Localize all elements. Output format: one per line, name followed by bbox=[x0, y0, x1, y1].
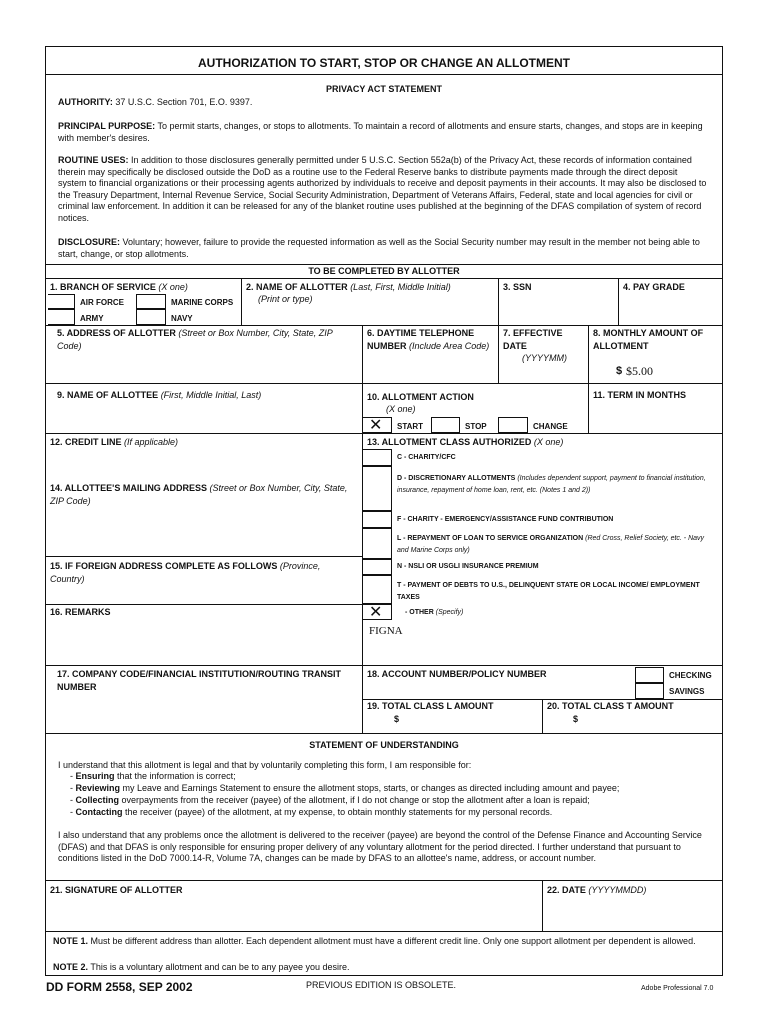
navy-checkbox[interactable] bbox=[136, 309, 166, 325]
class-t-label: T - PAYMENT OF DEBTS TO U.S., DELINQUENT STATE OR LOCAL INCOME/ EMPLOYMENT TAXES bbox=[397, 582, 700, 601]
divider bbox=[45, 733, 723, 734]
understanding-bullet: - Reviewing my Leave and Earnings Statement to ensure the allotment stops, starts, or changes as directed including amount and payee; bbox=[70, 783, 620, 793]
field-19-label: 19. TOTAL CLASS L AMOUNT bbox=[367, 701, 494, 711]
start-label: START bbox=[397, 422, 424, 431]
class-l-note: (Red Cross, Relief Society, etc. - Navy and Marine Corps only) bbox=[397, 535, 705, 554]
understanding-paragraph: I also understand that any problems once the allotment is delivered to the receiver (payee) are beyond the control of the Defense Finance and Accounting Service (DFAS) and that DFAS is only responsible for ensuring proper delivery of any voluntary allotment for the period directed. I further understand that pursuant to conditions listed in the DoD 7000.14-R, Volume 7A, changes can be made by DFAS to an allottee's name, address, or account number. bbox=[58, 830, 702, 864]
field-8-label: 8. MONTHLY AMOUNT OF ALLOTMENT bbox=[593, 328, 704, 351]
marine-corps-checkbox[interactable] bbox=[136, 294, 166, 309]
form-id: DD FORM 2558, SEP 2002 bbox=[46, 980, 193, 994]
field-12-title: 12. CREDIT LINE bbox=[50, 437, 122, 447]
class-n-checkbox[interactable] bbox=[362, 559, 392, 575]
understanding-bullet: - Contacting the receiver (payee) of the allotment, at my expense, to obtain monthly statements for my personal records. bbox=[70, 807, 553, 817]
divider bbox=[542, 699, 543, 733]
stop-label: STOP bbox=[465, 422, 487, 431]
field-5-title: 5. ADDRESS OF ALLOTTER bbox=[57, 328, 176, 338]
field-14-title: 14. ALLOTTEE'S MAILING ADDRESS bbox=[50, 483, 207, 493]
field-17-label: 17. COMPANY CODE/FINANCIAL INSTITUTION/ROUTING TRANSIT NUMBER bbox=[57, 669, 342, 692]
stop-checkbox[interactable] bbox=[431, 417, 460, 433]
routine-label: ROUTINE USES: bbox=[58, 155, 129, 165]
change-label: CHANGE bbox=[533, 422, 568, 431]
field-20-currency: $ bbox=[573, 714, 579, 724]
purpose-text: To permit starts, changes, or stops to allotments. To maintain a record of allotments and ensure starts, changes, and stops are in keeping with member's desires. bbox=[58, 121, 703, 143]
form-title: AUTHORIZATION TO START, STOP OR CHANGE AN ALLOTMENT bbox=[198, 56, 570, 70]
class-other-text bbox=[405, 609, 463, 616]
air-force-checkbox[interactable] bbox=[48, 294, 75, 309]
army-label: ARMY bbox=[80, 314, 104, 323]
disclosure-text: Voluntary; however, failure to provide the requested information as well as the Social Security number may result in the member not being able to start, change, or stop allotments. bbox=[58, 237, 700, 259]
field-8-currency: $ bbox=[616, 365, 623, 377]
note-1-text: Must be different address than allotter. Each dependent allotment must have a different credit line. Only one support allotment per dependent is allowed. bbox=[90, 936, 696, 946]
field-15-label bbox=[50, 560, 355, 586]
divider bbox=[45, 383, 723, 384]
remarks-value[interactable]: FIGNA bbox=[369, 625, 403, 637]
field-12-label bbox=[50, 436, 178, 449]
class-d-checkbox[interactable] bbox=[362, 466, 392, 511]
field-1-label bbox=[50, 281, 188, 294]
field-9-title: 9. NAME OF ALLOTTEE bbox=[57, 390, 159, 400]
field-9-label bbox=[57, 389, 357, 402]
note-2-text: This is a voluntary allotment and can be to any payee you desire. bbox=[90, 962, 350, 972]
routine-uses-statement bbox=[58, 155, 708, 225]
field-22-title: 22. DATE bbox=[547, 885, 586, 895]
field-21-label: 21. SIGNATURE OF ALLOTTER bbox=[50, 885, 183, 895]
divider bbox=[45, 931, 723, 932]
software-label: Adobe Professional 7.0 bbox=[641, 985, 714, 992]
field-5-note: (Street or Box Number, City, State, ZIP Code) bbox=[57, 328, 333, 351]
start-x-mark: ✕ bbox=[369, 415, 383, 434]
field-10-note: (X one) bbox=[386, 404, 416, 414]
divider bbox=[498, 325, 499, 383]
savings-label: SAVINGS bbox=[669, 687, 705, 696]
understanding-intro: I understand that this allotment is legal and that by voluntarily completing this form, I am responsible for: bbox=[58, 760, 472, 770]
field-22-label bbox=[547, 884, 646, 897]
privacy-heading: PRIVACY ACT STATEMENT bbox=[325, 84, 442, 94]
checking-label: CHECKING bbox=[669, 671, 712, 680]
field-1-note: (X one) bbox=[158, 282, 188, 292]
understanding-bullet: - Collecting overpayments from the receiver (payee) of the allotment, if I do not change or stop the allotment after a loan is repaid; bbox=[70, 795, 590, 805]
air-force-label: AIR FORCE bbox=[80, 298, 124, 307]
field-10-label: 10. ALLOTMENT ACTION bbox=[367, 392, 474, 402]
field-2-print-note: (Print or type) bbox=[258, 294, 313, 304]
field-11-label: 11. TERM IN MONTHS bbox=[593, 390, 687, 400]
class-n-label: N - NSLI OR USGLI INSURANCE PREMIUM bbox=[397, 563, 539, 570]
field-6-label bbox=[367, 327, 495, 353]
bullet-text: my Leave and Earnings Statement to ensure the allotment stops, starts, or changes as directed including amount and payee; bbox=[122, 783, 620, 793]
field-18-label: 18. ACCOUNT NUMBER/POLICY NUMBER bbox=[367, 669, 547, 679]
field-3-label: 3. SSN bbox=[503, 282, 532, 292]
class-other-note: (Specify) bbox=[435, 609, 464, 616]
class-c-checkbox[interactable] bbox=[362, 449, 392, 466]
class-l-checkbox[interactable] bbox=[362, 528, 392, 559]
class-other-label: - OTHER bbox=[405, 609, 434, 616]
field-6-title: 6. DAYTIME TELEPHONE NUMBER bbox=[367, 328, 475, 351]
bullet-key: Ensuring bbox=[75, 771, 115, 781]
field-5-label bbox=[57, 327, 357, 353]
authority-statement bbox=[58, 97, 708, 109]
class-d-text bbox=[397, 473, 717, 496]
purpose-statement bbox=[58, 121, 708, 144]
divider bbox=[542, 880, 543, 931]
divider bbox=[362, 325, 363, 383]
field-19-currency: $ bbox=[394, 714, 400, 724]
field-13-label bbox=[367, 436, 563, 449]
authority-text: 37 U.S.C. Section 701, E.O. 9397. bbox=[115, 97, 253, 107]
purpose-label: PRINCIPAL PURPOSE: bbox=[58, 121, 156, 131]
bullet-key: Contacting bbox=[75, 807, 123, 817]
monthly-amount-value[interactable]: $5.00 bbox=[626, 364, 653, 378]
field-2-title: 2. NAME OF ALLOTTER bbox=[246, 282, 348, 292]
navy-label: NAVY bbox=[171, 314, 193, 323]
class-c-label: C - CHARITY/CFC bbox=[397, 454, 456, 461]
change-checkbox[interactable] bbox=[498, 417, 528, 433]
divider bbox=[45, 556, 362, 557]
field-2-label bbox=[246, 281, 496, 294]
army-checkbox[interactable] bbox=[48, 309, 75, 325]
note-2-label: NOTE 2. bbox=[53, 962, 89, 972]
divider bbox=[45, 665, 723, 666]
bullet-text: the receiver (payee) of the allotment, at my expense, to obtain monthly statements for my personal records. bbox=[125, 807, 553, 817]
section-heading: TO BE COMPLETED BY ALLOTTER bbox=[308, 266, 460, 276]
divider bbox=[45, 880, 723, 881]
field-14-label bbox=[50, 482, 350, 508]
class-d-note: (Includes dependent support, payment to financial institution, insurance, repayment of home loan, rent, etc. (Notes 1 and 2)) bbox=[397, 475, 706, 494]
field-13-note: (X one) bbox=[533, 437, 564, 447]
note-2 bbox=[53, 962, 718, 974]
understanding-bullet: - Ensuring that the information is correct; bbox=[70, 771, 236, 781]
disclosure-label: DISCLOSURE: bbox=[58, 237, 121, 247]
marine-corps-label: MARINE CORPS bbox=[171, 298, 234, 307]
disclosure-statement bbox=[58, 237, 708, 260]
field-14-note: (Street or Box Number, City, State, ZIP Code) bbox=[50, 483, 348, 506]
previous-edition-note: PREVIOUS EDITION IS OBSOLETE. bbox=[306, 980, 457, 990]
field-6-note: (Include Area Code) bbox=[409, 341, 490, 351]
class-d-label: D - DISCRETIONARY ALLOTMENTS bbox=[397, 475, 516, 482]
field-1-title: 1. BRANCH OF SERVICE bbox=[50, 282, 156, 292]
field-7-note: (YYYYMM) bbox=[522, 353, 567, 363]
field-2-note: (Last, First, Middle Initial) bbox=[350, 282, 451, 292]
divider bbox=[45, 74, 723, 75]
field-12-note: (If applicable) bbox=[124, 437, 179, 447]
bullet-text: that the information is correct; bbox=[117, 771, 236, 781]
divider bbox=[588, 383, 589, 433]
bullet-text: overpayments from the receiver (payee) of the allotment, if I do not change or stop the allotment after a loan is repaid; bbox=[121, 795, 590, 805]
class-t-checkbox[interactable] bbox=[362, 575, 392, 604]
divider bbox=[45, 433, 723, 434]
divider bbox=[45, 325, 723, 326]
field-4-label: 4. PAY GRADE bbox=[623, 282, 685, 292]
authority-label: AUTHORITY: bbox=[58, 97, 113, 107]
field-7-label: 7. EFFECTIVE DATE bbox=[503, 328, 563, 351]
field-22-note: (YYYYMMDD) bbox=[588, 885, 647, 895]
class-f-checkbox[interactable] bbox=[362, 511, 392, 528]
other-x-mark: ✕ bbox=[369, 602, 383, 621]
divider bbox=[618, 278, 619, 325]
bullet-key: Collecting bbox=[75, 795, 120, 805]
checking-checkbox[interactable] bbox=[635, 667, 664, 683]
divider bbox=[45, 264, 723, 265]
divider bbox=[241, 278, 242, 325]
note-1-label: NOTE 1. bbox=[53, 936, 89, 946]
bullet-key: Reviewing bbox=[75, 783, 121, 793]
divider bbox=[45, 604, 362, 605]
class-l-label: L - REPAYMENT OF LOAN TO SERVICE ORGANIZATION bbox=[397, 535, 584, 542]
field-15-note: (Province, Country) bbox=[50, 561, 321, 584]
routine-text: In addition to those disclosures generally permitted under 5 U.S.C. Section 552a(b) of the Privacy Act, these records of information contained therein may specifically be disclosed outside the DoD as a routine use to the Federal Reserve banks to distribute payments made through the direct deposit system to financial organizations or their processing agents authorized by individuals to receive and deposit payments in their accounts. It may also be disclosed to the Treasury Department, Internal Revenue Service, Social Security Administration, Department of Veterans Affairs, Federal, state and local agencies for civil or criminal law enforcement. In addition it can be released for any of the blanket routine uses published at the beginning of the DFAS compilation of system of record notices. bbox=[58, 155, 707, 223]
field-13-title: 13. ALLOTMENT CLASS AUTHORIZED bbox=[367, 437, 532, 447]
understanding-heading: STATEMENT OF UNDERSTANDING bbox=[309, 740, 459, 750]
savings-checkbox[interactable] bbox=[635, 683, 664, 699]
divider bbox=[45, 278, 723, 279]
divider bbox=[588, 325, 589, 383]
field-20-label: 20. TOTAL CLASS T AMOUNT bbox=[547, 701, 674, 711]
field-9-note: (First, Middle Initial, Last) bbox=[160, 390, 262, 400]
divider bbox=[498, 278, 499, 325]
class-l-text bbox=[397, 533, 717, 556]
field-15-title: 15. IF FOREIGN ADDRESS COMPLETE AS FOLLOWS bbox=[50, 561, 278, 571]
note-1 bbox=[53, 936, 718, 948]
class-f-label: F - CHARITY - EMERGENCY/ASSISTANCE FUND CONTRIBUTION bbox=[397, 516, 614, 523]
field-16-label: 16. REMARKS bbox=[50, 607, 111, 617]
